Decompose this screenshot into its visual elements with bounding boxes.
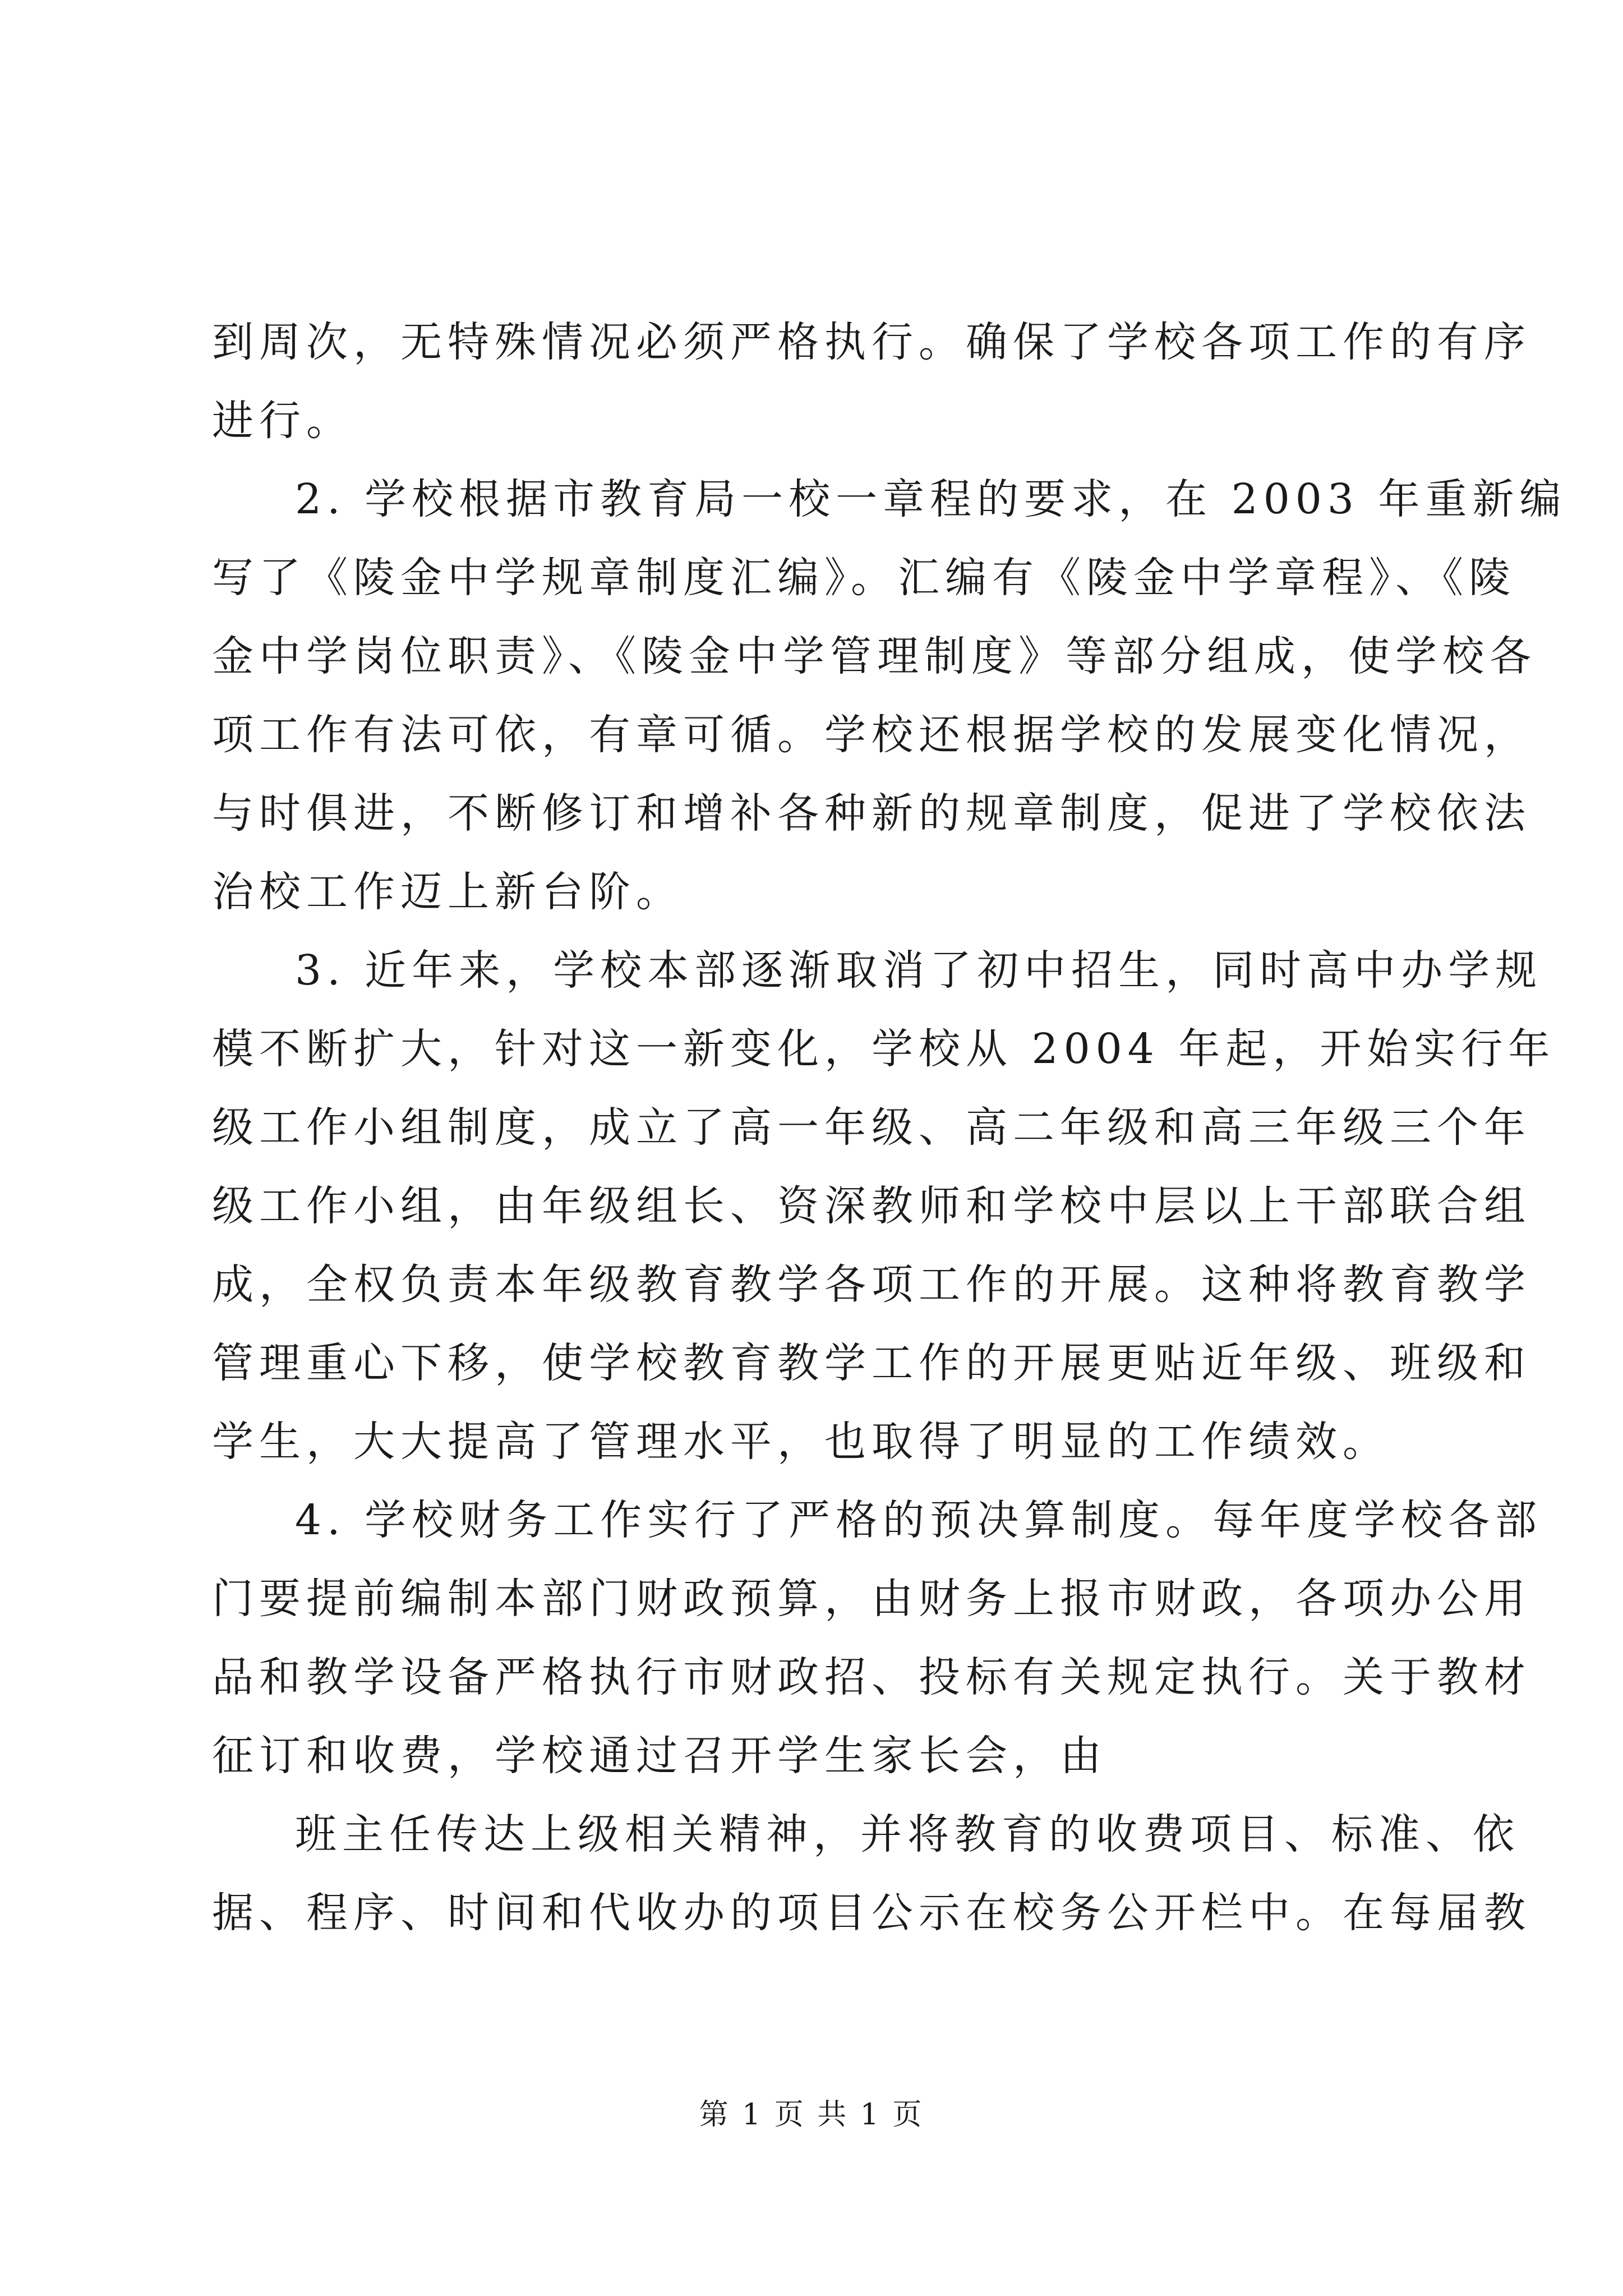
text-line: 金中学岗位职责》、《陵金中学管理制度》等部分组成，使学校各 <box>212 632 1537 680</box>
text-line: 品和教学设备严格执行市财政招、投标有关规定执行。关于教材 <box>212 1653 1531 1701</box>
text-line: 写了《陵金中学规章制度汇编》。汇编有《陵金中学章程》、《陵 <box>212 554 1516 602</box>
text-line: 与时俱进，不断修订和增补各种新的规章制度，促进了学校依法 <box>212 789 1531 838</box>
paragraph-start-line: 4. 学校财务工作实行了严格的预决算制度。每年度学校各部 <box>295 1496 1543 1544</box>
text-line: 级工作小组制度，成立了高一年级、高二年级和高三年级三个年 <box>212 1103 1531 1152</box>
page-number-footer: 第 1 页 共 1 页 <box>699 2098 924 2132</box>
text-line: 学生，大大提高了管理水平，也取得了明显的工作绩效。 <box>212 1418 1390 1466</box>
text-line: 管理重心下移，使学校教育教学工作的开展更贴近年级、班级和 <box>212 1339 1531 1387</box>
text-line: 征订和收费，学校通过召开学生家长会，由 <box>212 1732 1107 1780</box>
text-line: 到周次，无特殊情况必须严格执行。确保了学校各项工作的有序 <box>212 318 1531 366</box>
paragraph-start-line: 3. 近年来，学校本部逐渐取消了初中招生，同时高中办学规 <box>295 946 1543 995</box>
text-line: 治校工作迈上新台阶。 <box>212 868 683 916</box>
text-line: 级工作小组，由年级组长、资深教师和学校中层以上干部联合组 <box>212 1182 1531 1230</box>
text-line: 门要提前编制本部门财政预算，由财务上报市财政，各项办公用 <box>212 1575 1531 1623</box>
paragraph-start-line: 班主任传达上级相关精神，并将教育的收费项目、标准、依 <box>295 1810 1520 1858</box>
paragraph-start-line: 2. 学校根据市教育局一校一章程的要求，在 2003 年重新编 <box>295 475 1567 523</box>
text-line: 项工作有法可依，有章可循。学校还根据学校的发展变化情况， <box>212 711 1531 759</box>
text-line: 模不断扩大，针对这一新变化，学校从 2004 年起，开始实行年 <box>212 1025 1556 1073</box>
document-body <box>212 303 1567 1952</box>
text-line: 成，全权负责本年级教育教学各项工作的开展。这种将教育教学 <box>212 1260 1531 1309</box>
text-line: 进行。 <box>212 397 353 445</box>
text-line: 据、程序、时间和代收办的项目公示在校务公开栏中。在每届教 <box>212 1889 1531 1937</box>
